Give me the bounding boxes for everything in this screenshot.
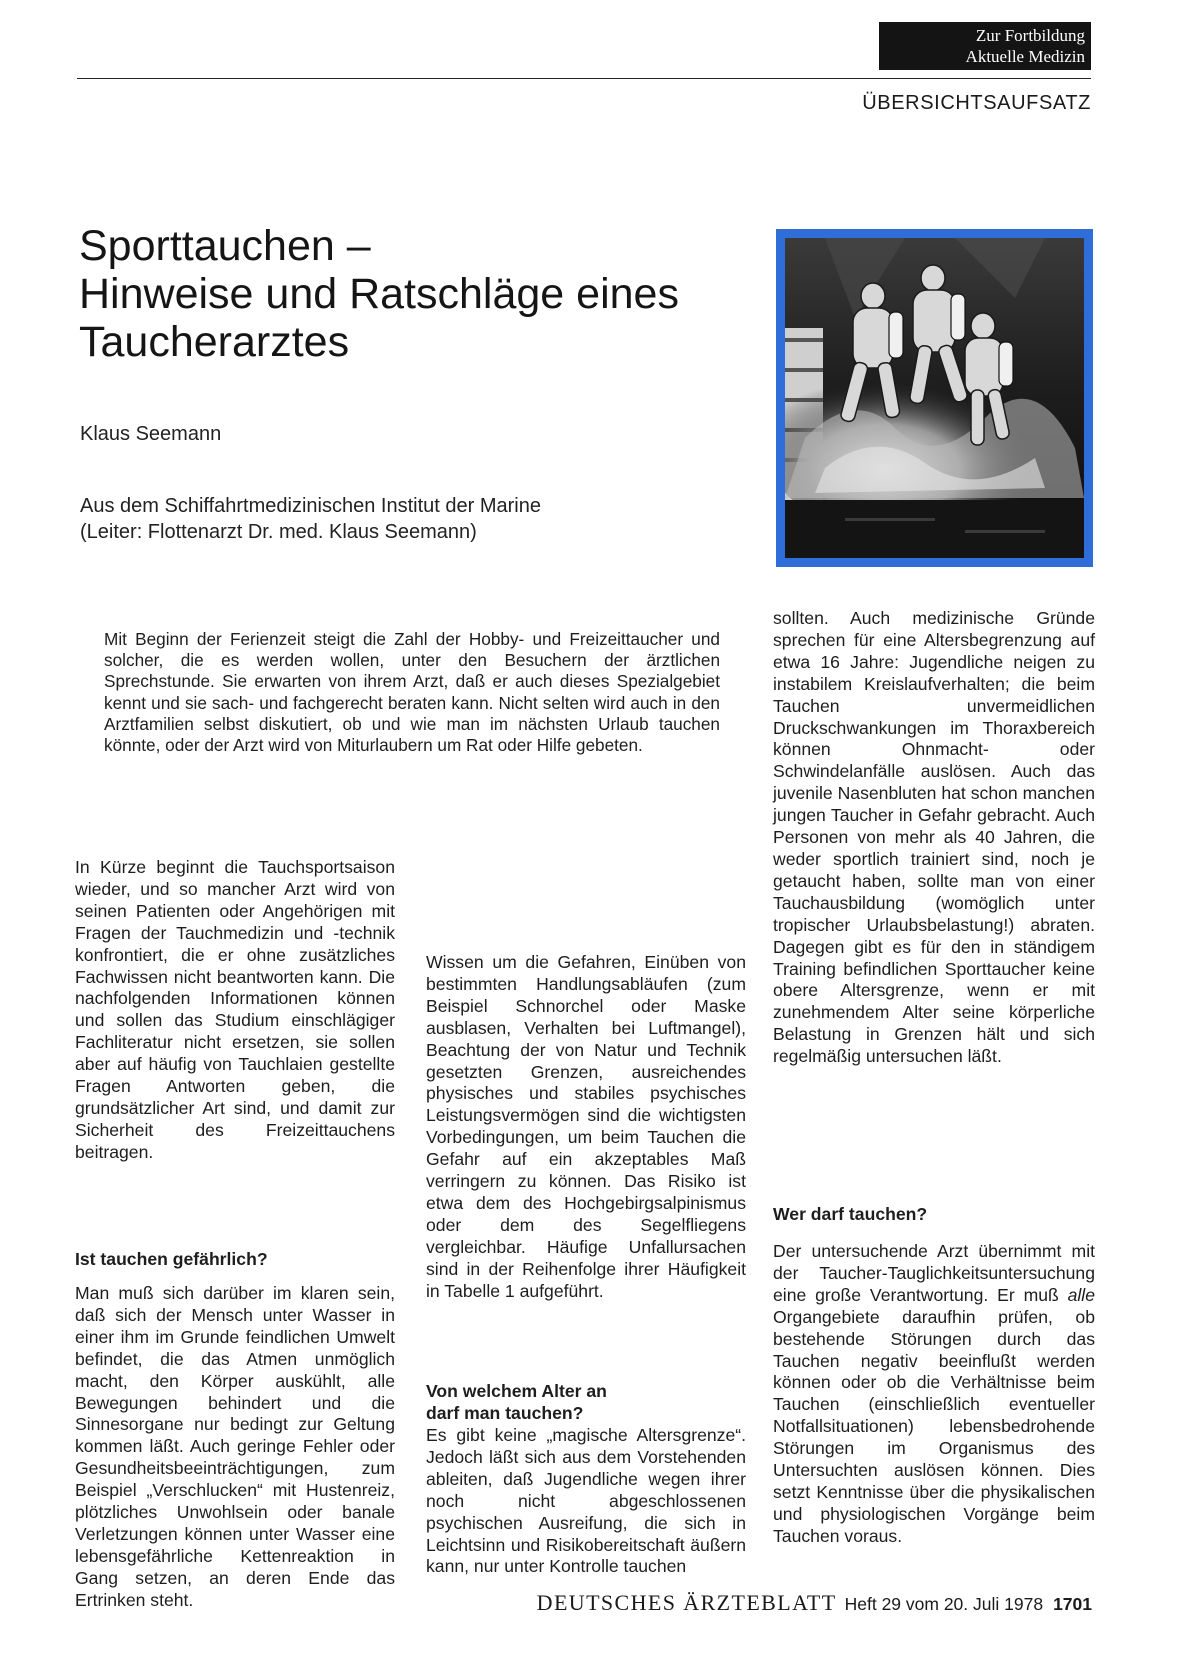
heading-is-diving-dangerous: Ist tauchen gefährlich? [75,1248,268,1269]
affiliation [80,493,541,545]
page-footer [537,1590,1092,1616]
heading-from-what-age [426,1381,746,1425]
danger-paragraph-1: Man muß sich darüber im klaren sein, daß sich der Mensch unter Wasser in einer ihm im Grunde feindlichen Umwelt befindet, die das Atmen unmöglich macht, den Körper auskühlt, alle Bewegungen behindert und die Sinnesorgane nur bedingt zur Geltung kommen läßt. Auch geringe Fehler oder Gesundheitsbeeinträchtigungen, zum Beispiel „Verschlucken“ mit Hustenreiz, plötzliches Unwohlsein oder banale Verletzungen können unter Wasser eine lebensgefährliche Kettenreaktion in Gang setzen, an deren Ende das Ertrinken steht. [75,1283,395,1610]
article-type: ÜBERSICHTSAUFSATZ [862,92,1091,114]
who-text-1: Der untersuchende Arzt übernimmt mit der Taucher-Tauglichkeitsuntersuchung eine große Verantwortung. Er muß [773,1241,1095,1305]
abstract: Mit Beginn der Ferienzeit steigt die Zahl der Hobby- und Freizeittaucher und solcher, die es werden wollen, unter den Besuchern der ärztlichen Sprechstunde. Sie erwarten von ihrem Arzt, daß er auch dieses Spezialgebiet kennt und sie sach- und fachgerecht beraten kann. Nicht selten wird auch in den Arztfamilien selbst diskutiert, ob und wie man im nächsten Urlaub tauchen könnte, oder der Arzt wird von Miturlaubern um Rat oder Hilfe gebeten. [104,629,720,756]
divers-jumping-image [785,238,1084,558]
heading-age-line1: Von welchem Alter an [426,1380,607,1401]
title-line-2: Hinweise und Ratschläge eines [79,270,679,318]
who-emphasis: alle [1067,1284,1095,1305]
header-rule [77,78,1091,79]
danger-paragraph-2: Wissen um die Gefahren, Einüben von bestimmten Handlungsabläufen (zum Beispiel Schnorchel oder Maske ausblasen, Verhalten bei Luftmangel), Beachtung der von Natur und Technik gesetzten Grenzen, ausreichendes physisches und stabiles psychisches Leistungsvermögen sind die wichtigsten Vorbedingungen, um beim Tauchen die Gefahr auf ein akzeptables Maß verringern zu können. Das Risiko ist etwa dem des Hochgebirgsalpinismus oder dem des Segelfliegens vergleichbar. Häufige Unfallursachen sind in der Reihenfolge ihrer Häufigkeit in Tabelle 1 aufgeführt. [426,952,746,1301]
heading-age-line2: darf man tauchen? [426,1402,584,1423]
diver-photo [776,229,1093,567]
journal-name: DEUTSCHES ÄRZTEBLATT [536,1590,837,1615]
section-label-line1: Zur Fortbildung [975,26,1085,45]
section-label [879,22,1091,70]
article-title [79,222,719,366]
affiliation-line1: Aus dem Schiffahrtmedizinischen Institut der Marine [80,495,541,517]
affiliation-line2: (Leiter: Flottenarzt Dr. med. Klaus Seemann) [80,521,477,543]
age-paragraph-start: Es gibt keine „magische Altersgrenze“. Jedoch läßt sich aus dem Vorstehenden ableiten, daß Jugendliche wegen ihrer noch nicht abgeschlossenen psychischen Ausreifung, die sich in Leichtsinn und Risikobereitschaft äußern kann, nur unter Kontrolle tauchen [426,1425,746,1577]
title-line-3: Taucherarztes [79,318,350,366]
intro-paragraph: In Kürze beginnt die Tauchsportsaison wieder, und so mancher Arzt wird von seinen Patienten oder Angehörigen mit Fragen der Tauchmedizin und -technik konfrontiert, die er ohne zusätzliches Fachwissen nicht beantworten kann. Die nachfolgenden Informationen können und sollen das Studium einschlägiger Fachliteratur nicht ersetzen, sie sollen aber auf häufig von Tauchlaien gestellte Fragen Antworten geben, die grundsätzlicher Art sind, und damit zur Sicherheit des Freizeittauchens beitragen. [75,857,395,1162]
section-label-line2: Aktuelle Medizin [965,47,1085,66]
page-number: 1701 [1053,1594,1092,1614]
heading-who-may-dive: Wer darf tauchen? [773,1203,928,1224]
who-text-2: Organgebiete daraufhin prüfen, ob bestehende Störungen durch das Tauchen negativ beeinflußt werden können oder ob die Verhältnisse beim Tauchen (einschließlich eventueller Notfallsituationen) lebensbedrohende Störungen im Organismus des Untersuchten auslösen können. Dies setzt Kenntnisse über die physikalischen und physiologischen Vorgänge beim Tauchen voraus. [773,1306,1095,1546]
title-line-1: Sporttauchen – [79,222,371,270]
issue-info: Heft 29 vom 20. Juli 1978 [844,1594,1044,1614]
author: Klaus Seemann [80,423,222,445]
who-paragraph [773,1241,1095,1548]
age-paragraph: sollten. Auch medizinische Gründe sprechen für eine Altersbegrenzung auf etwa 16 Jahre: Jugendliche neigen zu instabilem Kreislaufverhalten; die beim Tauchen unvermeidlichen Druckschwankungen im Thoraxbereich können Ohnmacht- oder Schwindelanfälle auslösen. Auch das juvenile Nasenbluten hat schon manchen jungen Taucher in Gefahr gebracht. Auch Personen von mehr als 40 Jahren, die weder sportlich trainiert sind, noch je getaucht haben, sollte man von einer Tauchausbildung (womöglich unter tropischer Urlaubsbelastung!) abraten. Dagegen gibt es für den in ständigem Training befindlichen Sporttaucher keine obere Altersgrenze, wenn er mit zunehmendem Alter seine körperliche Belastung in Grenzen hält und sich regelmäßig untersuchen läßt. [773,608,1095,1067]
